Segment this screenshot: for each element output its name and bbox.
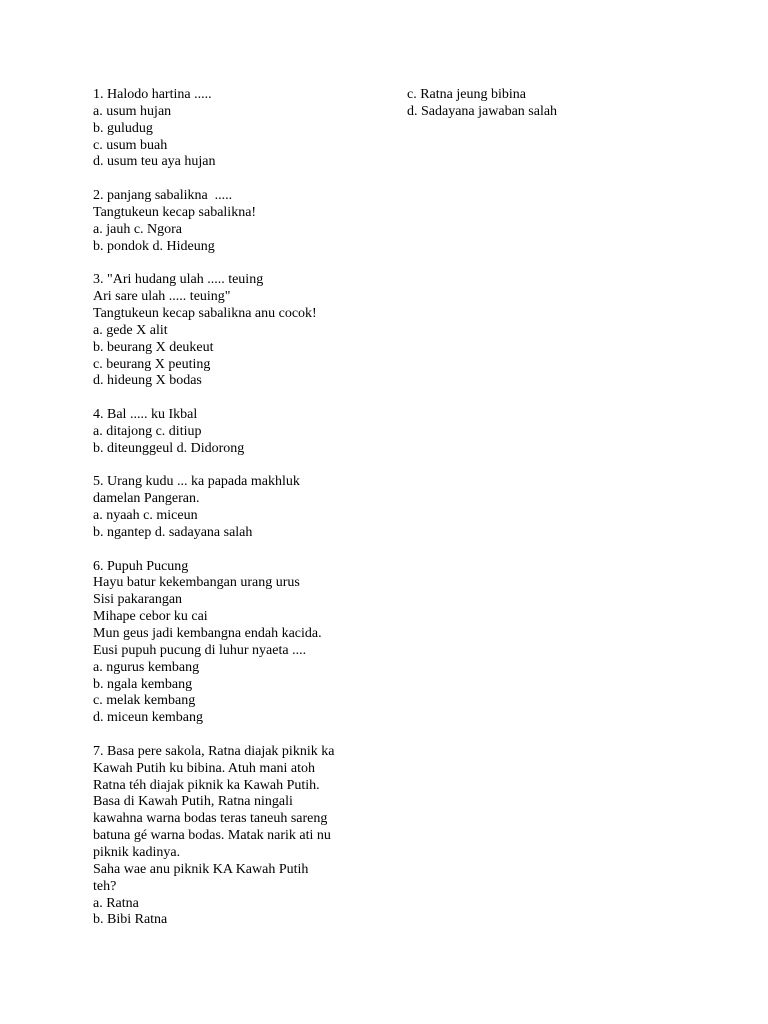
text-line: d. hideung X bodas bbox=[93, 373, 202, 389]
question-text: 1. Halodo hartina ..... bbox=[93, 87, 212, 102]
block-spacer bbox=[93, 542, 393, 559]
text-line: batuna gé warna bodas. Matak narik ati nu bbox=[93, 828, 331, 844]
text-line: b. diteunggeul d. Didorong bbox=[93, 440, 245, 456]
question-text: 6. Pupuh Pucung bbox=[93, 558, 189, 574]
question-block bbox=[93, 744, 393, 929]
text-line: c. melak kembang bbox=[93, 693, 196, 709]
block-spacer bbox=[93, 255, 393, 272]
question-block bbox=[93, 272, 393, 390]
text-line: c. beurang X peuting bbox=[93, 356, 211, 372]
block-spacer bbox=[93, 458, 393, 475]
text-line: a. usum hujan bbox=[93, 103, 172, 119]
text-line: a. Ratna bbox=[93, 895, 139, 911]
text-line: d. miceun kembang bbox=[93, 710, 204, 726]
text-line: Kawah Putih ku bibina. Atuh mani atoh bbox=[93, 760, 316, 776]
question-block bbox=[93, 87, 393, 171]
block-spacer bbox=[93, 390, 393, 407]
text-line: kawahna warna bodas teras taneuh sareng bbox=[93, 811, 328, 827]
text-line: b. ngantep d. sadayana salah bbox=[93, 524, 253, 540]
question-text: c. Ratna jeung bibina bbox=[407, 87, 526, 102]
question-block bbox=[93, 559, 393, 727]
question-block bbox=[93, 407, 393, 458]
right-column bbox=[407, 87, 707, 121]
text-line: Ari sare ulah ..... teuing" bbox=[93, 289, 231, 305]
question-text: 5. Urang kudu ... ka papada makhluk bbox=[93, 474, 300, 490]
question-text: 7. Basa pere sakola, Ratna diajak piknik ka bbox=[93, 743, 335, 759]
question-text: 2. panjang sabalikna ..... bbox=[93, 188, 233, 204]
text-line: b. Bibi Ratna bbox=[93, 912, 168, 928]
block-spacer bbox=[93, 727, 393, 744]
text-line: piknik kadinya. bbox=[93, 844, 181, 860]
left-column bbox=[93, 87, 393, 929]
question-block bbox=[407, 87, 707, 121]
text-line: Mun geus jadi kembangna endah kacida. bbox=[93, 626, 322, 641]
text-line: b. pondok d. Hideung bbox=[93, 238, 215, 254]
text-line: damelan Pangeran. bbox=[93, 491, 200, 507]
text-line: Sisi pakarangan bbox=[93, 592, 183, 608]
text-line: b. beurang X deukeut bbox=[93, 339, 214, 355]
question-text: 3. "Ari hudang ulah ..... teuing bbox=[93, 272, 264, 288]
question-text: 4. Bal ..... ku Ikbal bbox=[93, 407, 198, 423]
text-line: Tangtukeun kecap sabalikna anu cocok! bbox=[93, 305, 317, 321]
text-line: Saha wae anu piknik KA Kawah Putih bbox=[93, 861, 309, 877]
text-line: d. Sadayana jawaban salah bbox=[407, 103, 558, 119]
text-line: a. ngurus kembang bbox=[93, 659, 200, 675]
text-line: Mihape cebor ku cai bbox=[93, 609, 208, 625]
text-line: a. ditajong c. ditiup bbox=[93, 423, 202, 439]
text-line: b. guludug bbox=[93, 120, 153, 136]
question-block bbox=[93, 474, 393, 541]
block-spacer bbox=[93, 171, 393, 188]
text-line: b. ngala kembang bbox=[93, 676, 193, 692]
text-line: Eusi pupuh pucung di luhur nyaeta .... bbox=[93, 642, 307, 658]
text-line: teh? bbox=[93, 878, 117, 894]
text-line: Basa di Kawah Putih, Ratna ningali bbox=[93, 794, 293, 810]
text-line: c. usum buah bbox=[93, 137, 168, 153]
text-line: a. jauh c. Ngora bbox=[93, 221, 183, 237]
text-line: Hayu batur kekembangan urang urus bbox=[93, 575, 300, 591]
text-line: a. gede X alit bbox=[93, 322, 168, 338]
question-block bbox=[93, 188, 393, 255]
text-line: a. nyaah c. miceun bbox=[93, 508, 198, 524]
text-line: Ratna téh diajak piknik ka Kawah Putih. bbox=[93, 777, 320, 793]
text-line: Tangtukeun kecap sabalikna! bbox=[93, 204, 257, 220]
text-line: d. usum teu aya hujan bbox=[93, 154, 216, 170]
